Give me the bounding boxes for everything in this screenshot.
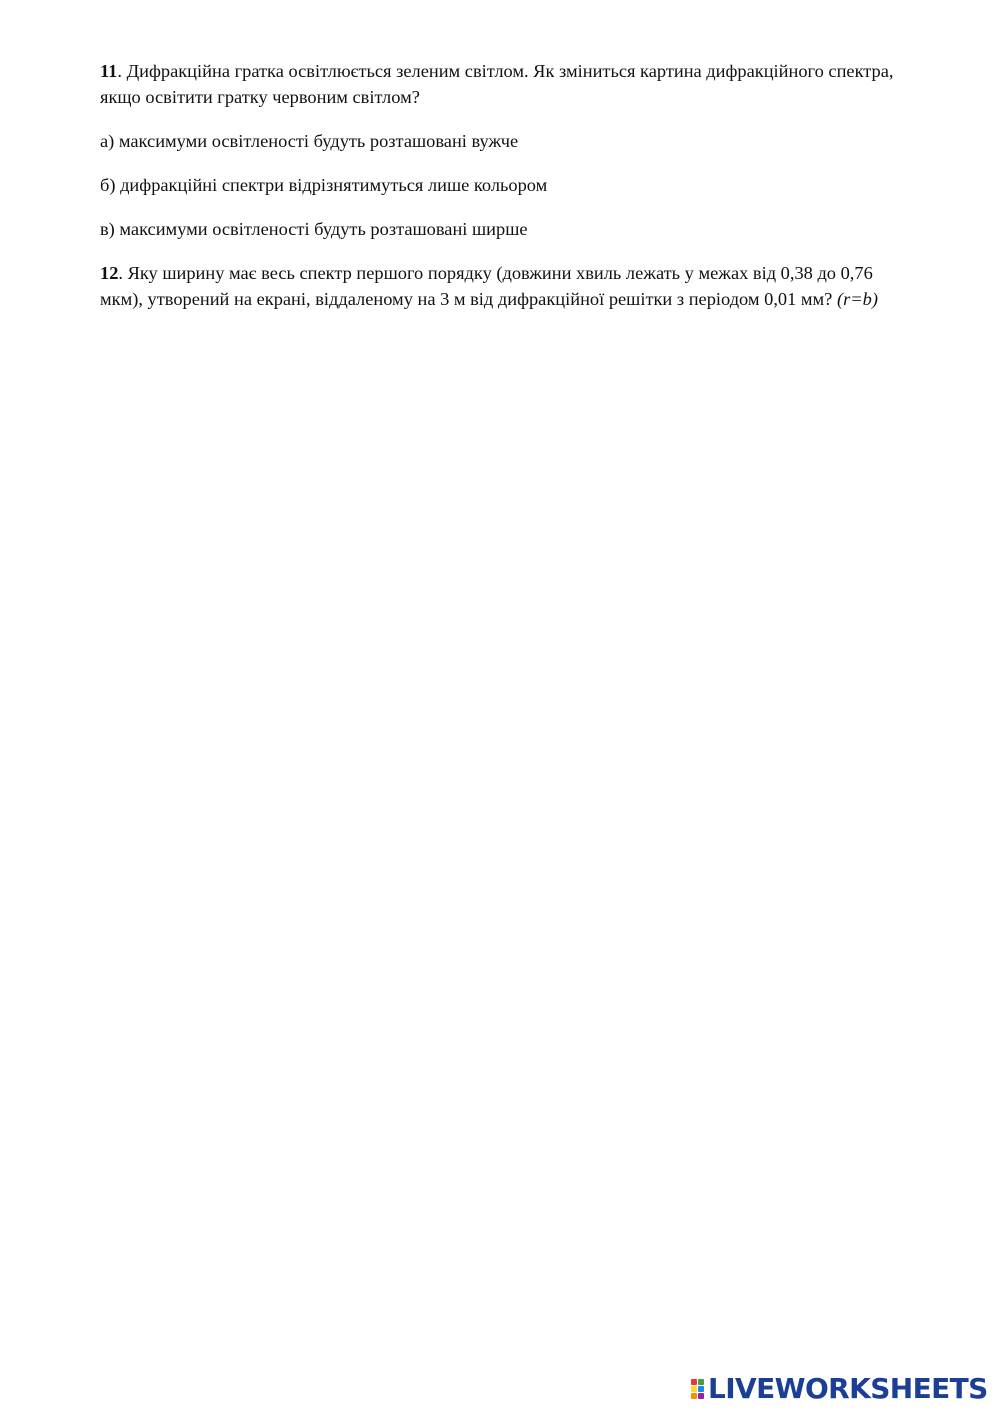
- question-11-text: . Дифракційна гратка освітлюється зеленим світлом. Як зміниться картина дифракційного спектра, якщо освітити гратку червоним світлом?: [100, 61, 894, 107]
- worksheet-page: [100, 58, 915, 330]
- question-12-number: 12: [100, 263, 119, 283]
- liveworksheets-logo-text: LIVEWORKSHEETS: [708, 1372, 988, 1405]
- question-11-option-b: б) дифракційні спектри відрізнятимуться лише кольором: [100, 175, 548, 195]
- question-12-formula: (r=b): [836, 289, 878, 309]
- question-11-number: 11: [100, 61, 118, 81]
- liveworksheets-logo: [691, 1372, 988, 1405]
- question-12-text: . Яку ширину має весь спектр першого порядку (довжини хвиль лежать у межах від 0,38 до 0,76 мкм), утворений на екрані, віддаленому на 3 м від дифракційної решітки з періодом 0,01 мм?: [100, 263, 873, 309]
- question-11: [100, 58, 915, 110]
- question-12: [100, 260, 915, 312]
- question-11-option-a: а) максимуми освітленості будуть розташовані вужче: [100, 131, 519, 151]
- liveworksheets-mark-icon: [691, 1379, 704, 1399]
- question-11-option-c: в) максимуми освітленості будуть розташовані ширше: [100, 219, 528, 239]
